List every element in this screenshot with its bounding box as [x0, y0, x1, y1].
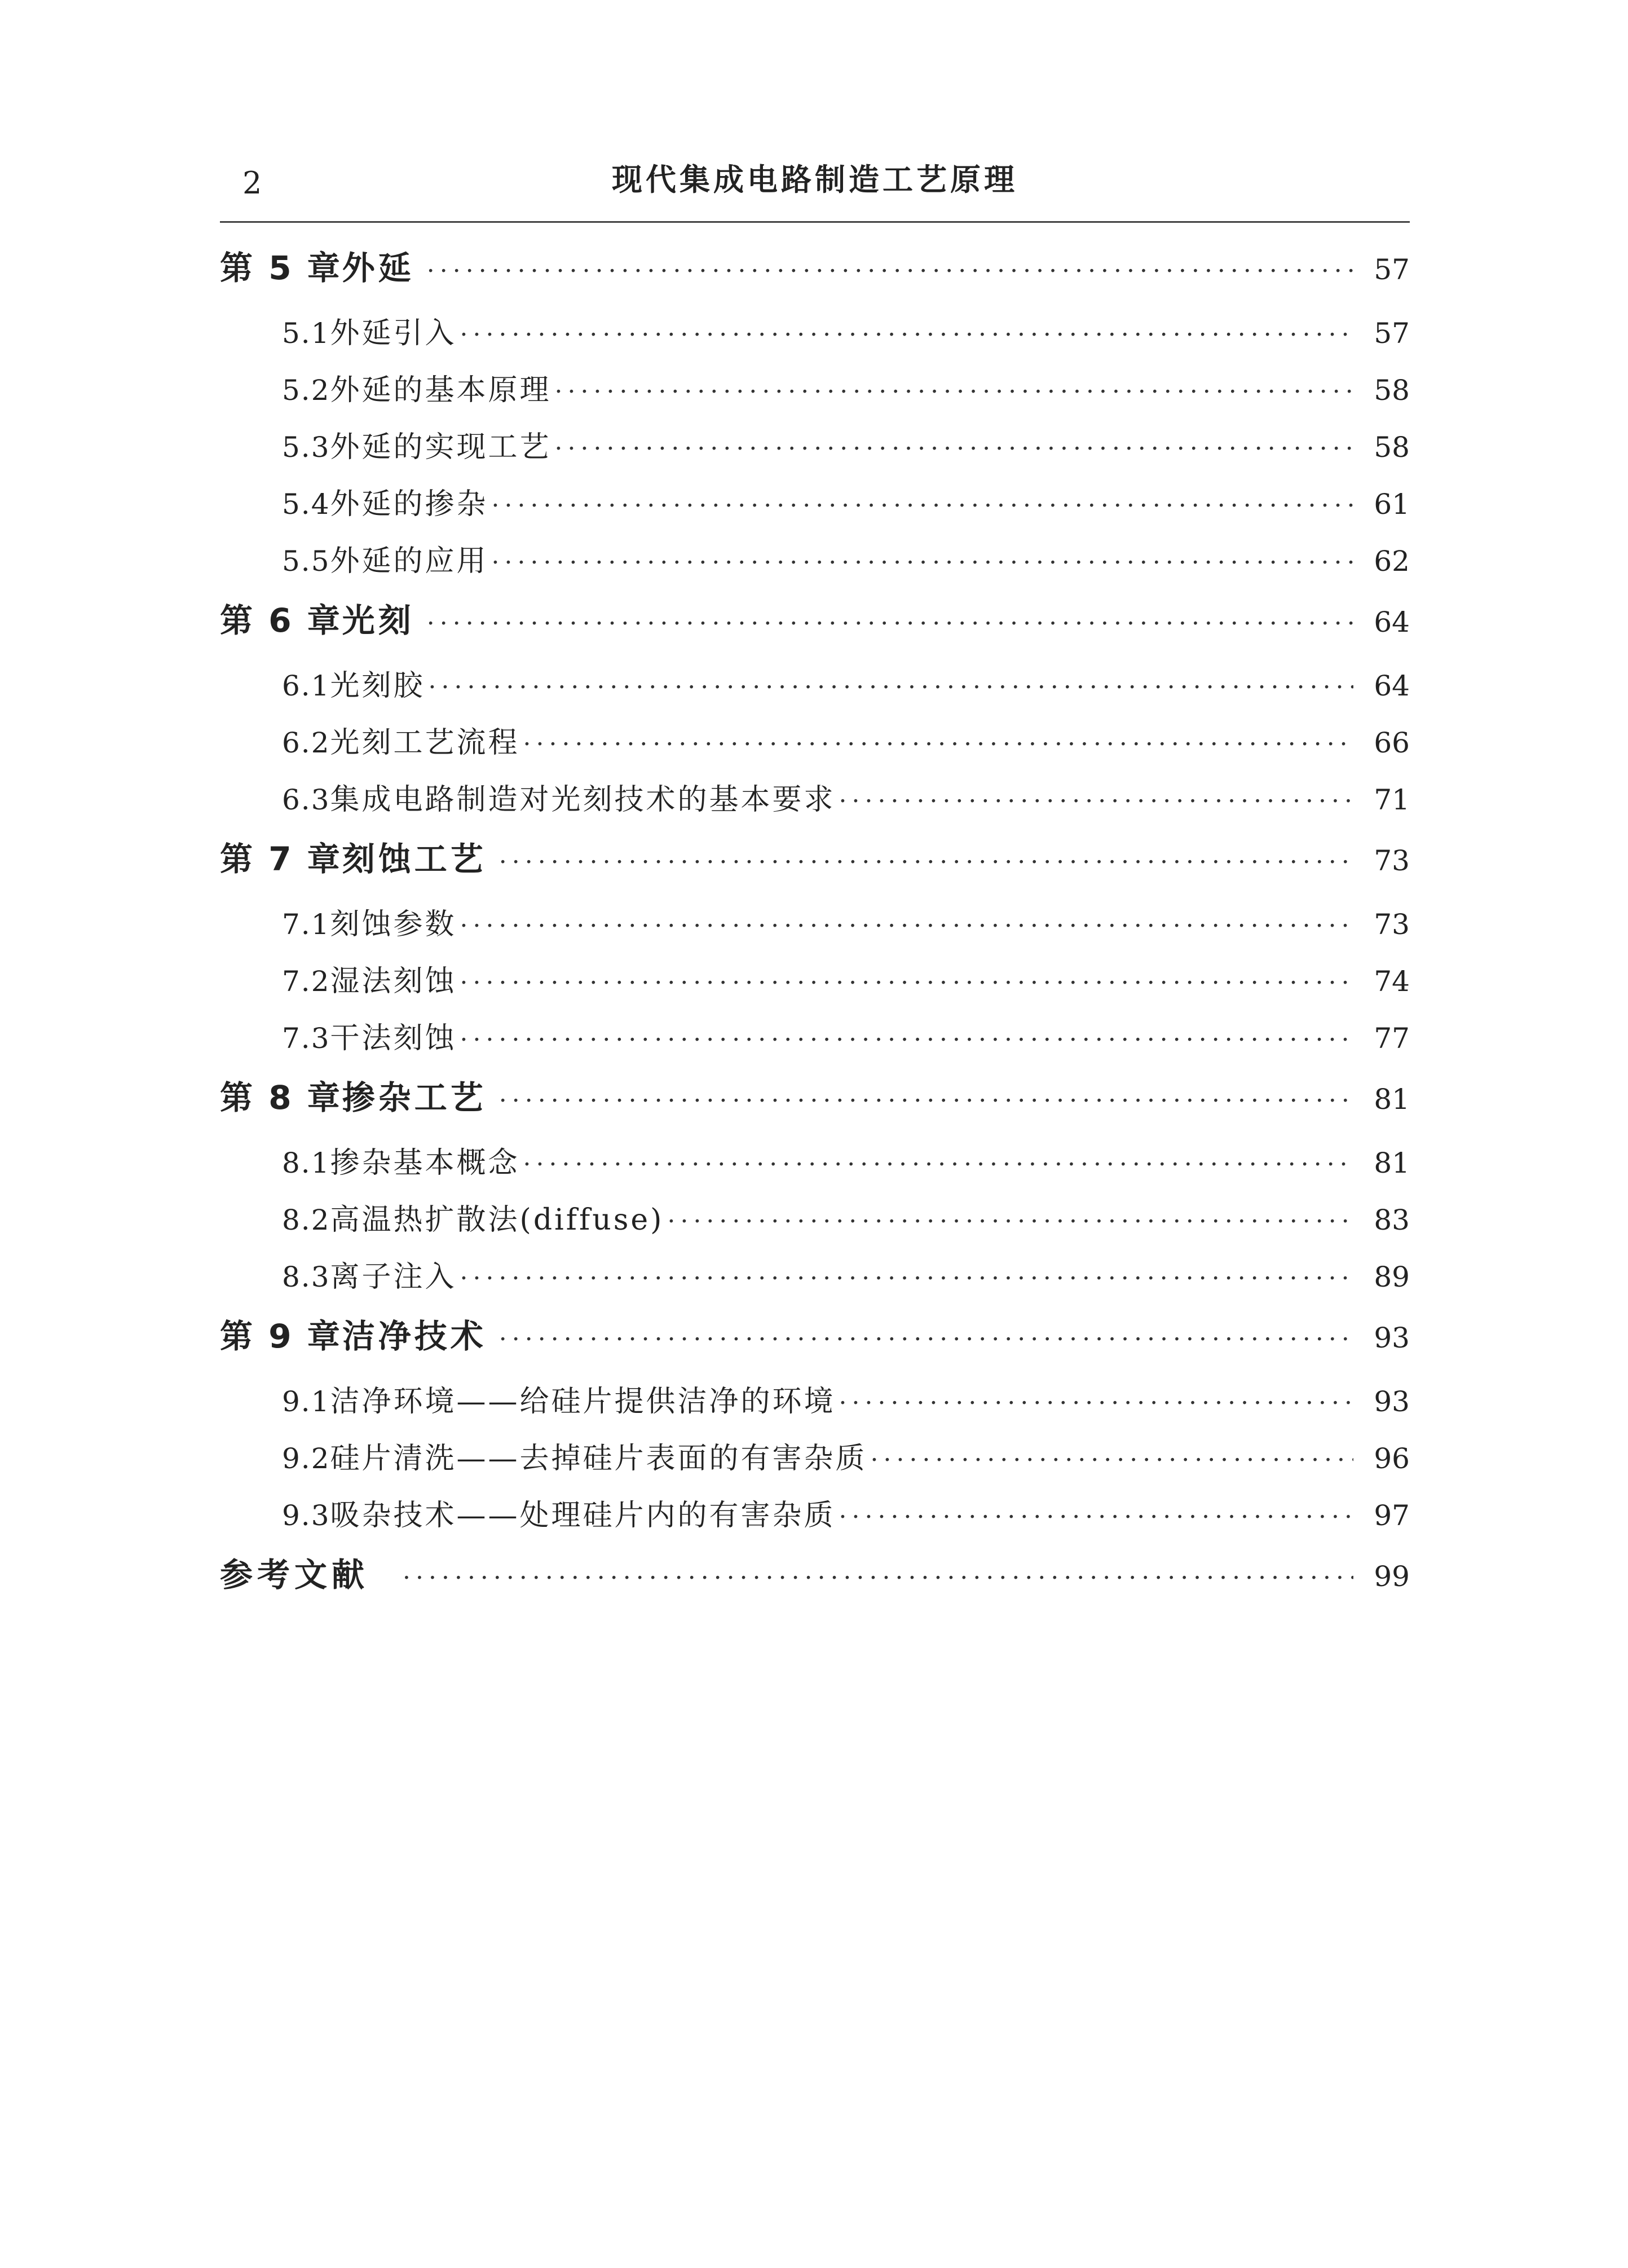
dot-leader: [492, 491, 1353, 520]
dot-leader: [499, 848, 1353, 877]
dot-leader: [460, 1025, 1353, 1054]
page-ref: 61: [1374, 488, 1410, 521]
section-number: 8.2: [282, 1204, 330, 1236]
dot-leader: [523, 1150, 1353, 1179]
section-title: 干法刻蚀: [330, 1021, 457, 1055]
section-number: 7.1: [282, 908, 330, 941]
dot-leader: [839, 1503, 1353, 1531]
chapter-label: 第 5 章: [220, 249, 342, 287]
section-number: 9.2: [282, 1442, 330, 1475]
section-number: 5.5: [282, 545, 330, 578]
chapter-title: 光刻: [342, 601, 414, 640]
dot-leader: [429, 673, 1353, 702]
chapter-title: 洁净技术: [342, 1317, 487, 1355]
toc-section-9-1[interactable]: [220, 1367, 1410, 1424]
section-title: 高温热扩散法(diffuse): [330, 1203, 664, 1237]
dot-leader: [460, 320, 1353, 349]
page-ref: 73: [1374, 844, 1410, 877]
toc-section-5-5[interactable]: [220, 527, 1410, 584]
table-of-contents: [220, 231, 1410, 1606]
dot-leader: [871, 1446, 1353, 1474]
section-title: 外延的实现工艺: [330, 430, 552, 464]
toc-section-6-2[interactable]: [220, 708, 1410, 765]
chapter-title: 刻蚀工艺: [342, 840, 487, 878]
dot-leader: [839, 1389, 1353, 1417]
dot-leader: [839, 787, 1353, 816]
running-header: [220, 152, 1410, 214]
toc-chapter-8[interactable]: [220, 1061, 1410, 1129]
page-ref: 64: [1374, 670, 1410, 702]
section-number: 6.2: [282, 726, 330, 759]
toc-chapter-6[interactable]: [220, 584, 1410, 651]
toc-section-6-3[interactable]: [220, 765, 1410, 822]
page-number: 2: [242, 165, 262, 201]
section-number: 9.3: [282, 1499, 330, 1532]
page-ref: 58: [1374, 431, 1410, 464]
section-number: 9.1: [282, 1385, 330, 1418]
dot-leader: [427, 257, 1353, 285]
section-title: 光刻工艺流程: [330, 726, 520, 760]
page-ref: 89: [1374, 1261, 1410, 1293]
section-title: 吸杂技术——处理硅片内的有害杂质: [330, 1499, 836, 1532]
toc-references[interactable]: [220, 1538, 1410, 1606]
toc-section-8-3[interactable]: [220, 1243, 1410, 1300]
page-ref: 74: [1374, 965, 1410, 998]
section-number: 6.1: [282, 670, 330, 702]
page-ref: 71: [1374, 783, 1410, 816]
toc-section-6-1[interactable]: [220, 651, 1410, 708]
toc-section-8-2[interactable]: [220, 1186, 1410, 1243]
dot-leader: [667, 1207, 1353, 1236]
page-ref: 64: [1374, 606, 1410, 638]
dot-leader: [403, 1564, 1353, 1592]
page-ref: 93: [1374, 1322, 1410, 1354]
dot-leader: [499, 1086, 1353, 1115]
toc-section-7-2[interactable]: [220, 947, 1410, 1004]
section-number: 8.3: [282, 1261, 330, 1293]
dot-leader: [523, 730, 1353, 759]
header-rule: [220, 221, 1410, 223]
section-number: 5.3: [282, 431, 330, 464]
book-title: 现代集成电路制造工艺原理: [612, 162, 1018, 197]
toc-section-5-2[interactable]: [220, 356, 1410, 413]
section-title: 外延引入: [330, 316, 457, 350]
page-ref: 96: [1374, 1442, 1410, 1475]
dot-leader: [427, 609, 1353, 638]
page-ref: 97: [1374, 1499, 1410, 1532]
section-number: 5.2: [282, 374, 330, 407]
section-number: 7.3: [282, 1022, 330, 1055]
section-title: 外延的基本原理: [330, 373, 552, 407]
chapter-label: 第 9 章: [220, 1317, 342, 1355]
toc-section-8-1[interactable]: [220, 1129, 1410, 1186]
toc-chapter-5[interactable]: [220, 231, 1410, 299]
chapter-label: 第 7 章: [220, 840, 342, 878]
section-number: 8.1: [282, 1147, 330, 1179]
toc-section-9-2[interactable]: [220, 1424, 1410, 1481]
toc-section-5-3[interactable]: [220, 413, 1410, 470]
section-number: 7.2: [282, 965, 330, 998]
page-ref: 66: [1374, 726, 1410, 759]
page-ref: 73: [1374, 908, 1410, 941]
toc-section-7-3[interactable]: [220, 1004, 1410, 1061]
page-ref: 77: [1374, 1022, 1410, 1055]
toc-chapter-7[interactable]: [220, 822, 1410, 890]
dot-leader: [499, 1325, 1353, 1354]
page-ref: 81: [1374, 1147, 1410, 1179]
section-title: 光刻胶: [330, 669, 425, 703]
section-number: 6.3: [282, 783, 330, 816]
toc-section-5-4[interactable]: [220, 470, 1410, 527]
dot-leader: [460, 911, 1353, 940]
section-title: 湿法刻蚀: [330, 965, 457, 998]
dot-leader: [460, 1264, 1353, 1293]
section-title: 洁净环境——给硅片提供洁净的环境: [330, 1385, 836, 1419]
dot-leader: [460, 968, 1353, 997]
section-title: 掺杂基本概念: [330, 1146, 520, 1180]
page-ref: 93: [1374, 1385, 1410, 1418]
dot-leader: [555, 377, 1353, 406]
toc-chapter-9[interactable]: [220, 1300, 1410, 1367]
page-ref: 62: [1374, 545, 1410, 578]
page-ref: 58: [1374, 374, 1410, 407]
chapter-title: 外延: [342, 249, 414, 287]
chapter-label: 第 8 章: [220, 1078, 342, 1117]
toc-section-9-3[interactable]: [220, 1481, 1410, 1538]
page-ref: 99: [1374, 1560, 1410, 1593]
page-ref: 57: [1374, 253, 1410, 286]
dot-leader: [555, 434, 1353, 463]
toc-section-7-1[interactable]: [220, 890, 1410, 947]
section-number: 5.1: [282, 317, 330, 350]
page-ref: 81: [1374, 1083, 1410, 1116]
references-title: 参考文献: [220, 1556, 369, 1594]
section-number: 5.4: [282, 488, 330, 521]
section-title: 硅片清洗——去掉硅片表面的有害杂质: [330, 1442, 867, 1476]
chapter-label: 第 6 章: [220, 601, 342, 640]
chapter-title: 掺杂工艺: [342, 1078, 487, 1117]
toc-section-5-1[interactable]: [220, 299, 1410, 356]
page-ref: 57: [1374, 317, 1410, 350]
section-title: 离子注入: [330, 1260, 457, 1294]
section-title: 外延的应用: [330, 544, 488, 578]
section-title: 刻蚀参数: [330, 908, 457, 941]
page-ref: 83: [1374, 1204, 1410, 1236]
dot-leader: [492, 548, 1353, 577]
section-title: 外延的掺杂: [330, 487, 488, 521]
section-title: 集成电路制造对光刻技术的基本要求: [330, 783, 836, 817]
